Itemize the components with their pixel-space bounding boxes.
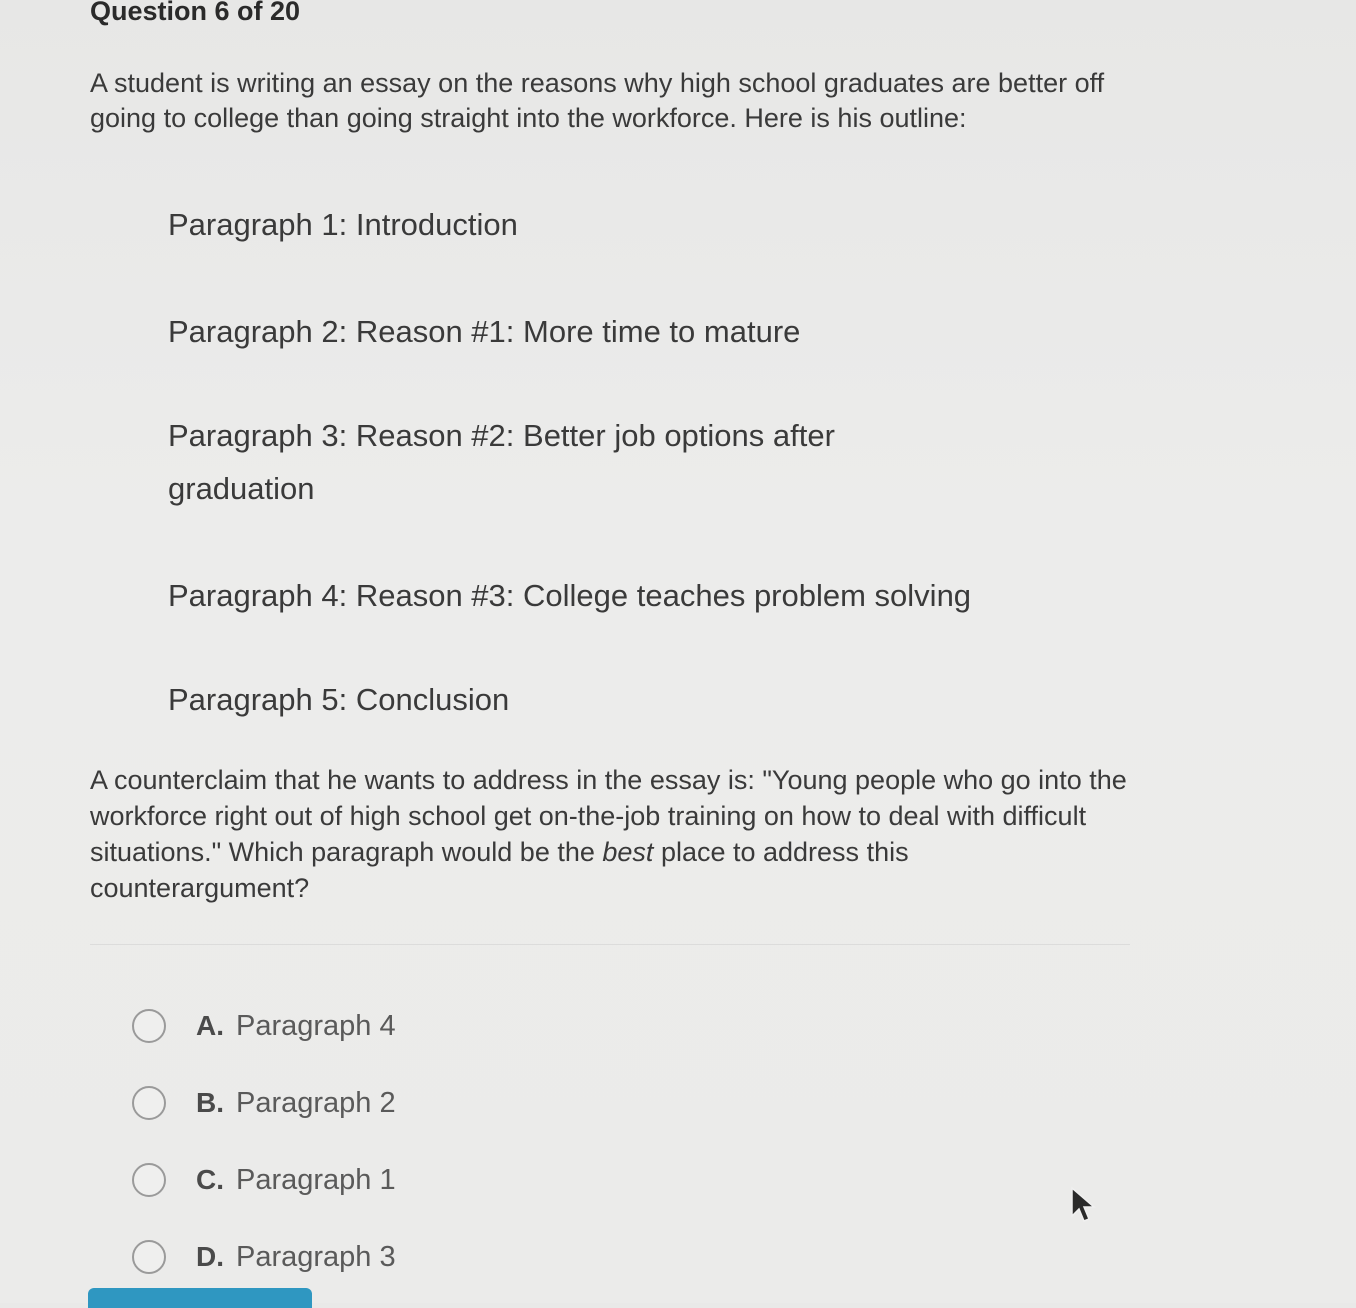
mouse-pointer-icon	[1068, 1186, 1096, 1226]
counterclaim-question	[90, 762, 1130, 906]
counterclaim-text-before: A counterclaim that he wants to address in the essay is: "Young people who go into the workforce right out of high school get on-the-job training on how to deal with difficult situations." Which paragraph would be the	[90, 765, 1127, 867]
option-letter: B.	[196, 1087, 224, 1118]
submit-button[interactable]	[88, 1288, 312, 1308]
outline-item-paragraph-1: Paragraph 1: Introduction	[168, 207, 518, 242]
answer-option-a[interactable]	[132, 996, 732, 1056]
radio-button-icon[interactable]	[132, 1240, 166, 1274]
radio-button-icon[interactable]	[132, 1086, 166, 1120]
answer-option-b[interactable]	[132, 1073, 732, 1133]
option-letter: C.	[196, 1164, 224, 1195]
outline-item-paragraph-5: Paragraph 5: Conclusion	[168, 682, 510, 717]
option-letter: A.	[196, 1010, 224, 1041]
option-text: Paragraph 2	[236, 1086, 396, 1119]
option-letter: D.	[196, 1241, 224, 1272]
radio-button-icon[interactable]	[132, 1163, 166, 1197]
outline-item-paragraph-3: Paragraph 3: Reason #2: Better job options after graduation	[168, 418, 835, 506]
answer-option-d[interactable]	[132, 1227, 732, 1287]
outline-item-paragraph-4: Paragraph 4: Reason #3: College teaches problem solving	[168, 578, 972, 613]
question-prompt: A student is writing an essay on the reasons why high school graduates are better off going to college than going straight into the workforce. Here is his outline:	[90, 68, 1105, 133]
option-text: Paragraph 4	[236, 1009, 396, 1042]
counterclaim-emphasis: best	[602, 837, 654, 867]
radio-button-icon[interactable]	[132, 1009, 166, 1043]
answer-option-c[interactable]	[132, 1150, 732, 1210]
option-text: Paragraph 3	[236, 1240, 396, 1273]
counterclaim-text-after: place to address this counterargument?	[90, 837, 909, 903]
option-text: Paragraph 1	[236, 1163, 396, 1196]
question-counter: Question 6 of 20	[90, 0, 301, 26]
outline-item-paragraph-2: Paragraph 2: Reason #1: More time to mature	[168, 314, 801, 349]
section-divider	[90, 944, 1130, 945]
